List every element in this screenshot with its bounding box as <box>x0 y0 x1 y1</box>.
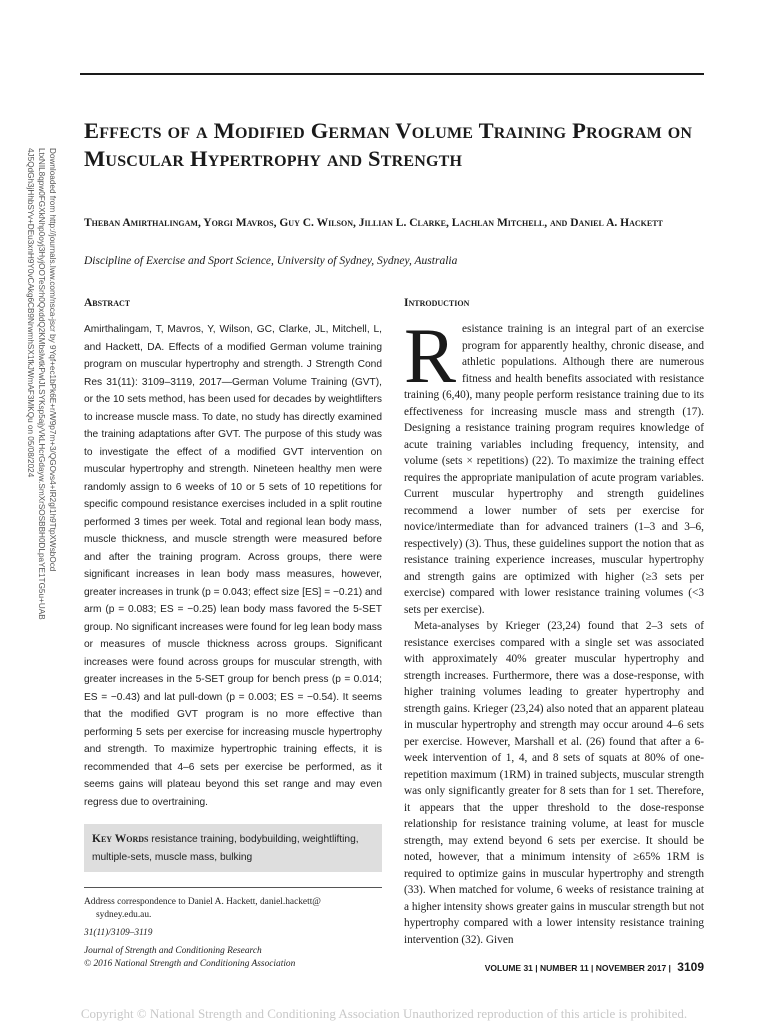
article-title: Effects of a Modified German Volume Training Program on Muscular Hypertrophy and Strength <box>84 118 693 171</box>
introduction-heading: Introduction <box>404 297 470 309</box>
footer-date: NOVEMBER 2017 <box>595 963 667 973</box>
watermark-line: Downloaded from http://journals.lww.com/nsca-jscr by 9Yqf+ec1bPk6E+r/W9p7m+3/QGOvs4+IR2gI1h9TtpXWsbOcd <box>48 148 57 572</box>
keywords-label: Key Words <box>92 833 149 845</box>
author-list: Theban Amirthalingam, Yorgi Mavros, Guy C. Wilson, Jillian L. Clarke, Lachlan Mitchell, and Daniel A. Hackett <box>84 217 663 229</box>
journal-copyright: Journal of Strength and Conditioning Research © 2016 National Strength and Conditioning Association <box>84 946 296 969</box>
page-number: 3109 <box>677 960 704 974</box>
footer-volume: VOLUME 31 <box>484 963 533 973</box>
watermark-line: LtxNIL8qpw0FGXkNhp0oyj3HyjOOTeSrh0QxddQ2KMbslwtkPwlJLSYKsp5ajyVkLHcrGdayw.SmXrSOSBBH0DLpaYE1TG5u+UAB <box>37 148 46 620</box>
watermark-line: 4J5QdGh3jHhbSYv+DEu3xnH9Y0vCAkg6CB9NrwmhSX1fkJWmAF3MKQu on 05/08/2024 <box>26 148 35 478</box>
footer-number: NUMBER 11 <box>540 963 589 973</box>
abstract-heading: Abstract <box>84 297 131 309</box>
keywords-text: resistance training, bodybuilding, weightlifting, multiple-sets, muscle mass, bulking <box>92 834 359 863</box>
drop-cap: R <box>404 312 457 399</box>
copyright-banner: Copyright © National Strength and Conditioning Association Unauthorized reproduction of this article is prohibited. <box>80 1006 688 1021</box>
intro-paragraph: Resistance training is an integral part of an exercise program for apparently healthy, chronic disease, and athletic populations. Although there are numerous fitness and health benefits associated with resistance training (6,40), many people perform resistance training due to its effectiveness for increasing muscle mass and strength (17). Designing a resistance training program requires knowledge of acute training variables including frequency, intensity, and volume (sets × repetitions) (22). To maximize the training effect requires the appropriate manipulation of acute program variables. Current muscular hypertrophy and strength guidelines recommend a lower number of sets per exercise for novice/intermediate than for advanced trainers (1–3 and 3–6, respectively) (3). Thus, these guidelines support the notion that as resistance training experience increases, muscular hypertrophy and strength gains are optimized with higher (≥3 sets per exercise) compared with lower resistance training volumes (<3 sets per exercise). <box>404 312 704 616</box>
page-footer: VOLUME 31 | NUMBER 11 | NOVEMBER 2017 | 3109 <box>484 960 704 974</box>
abstract-column <box>84 297 382 976</box>
issue-citation: 31(11)/3109–3119 <box>84 928 153 938</box>
affiliation: Discipline of Exercise and Sport Science, University of Sydney, Sydney, Australia <box>84 255 458 267</box>
correspondence-note: Address correspondence to Daniel A. Hackett, daniel.hackett@ sydney.edu.au. <box>84 897 321 920</box>
keywords-box <box>84 824 382 872</box>
download-watermark <box>0 148 75 620</box>
top-rule <box>80 73 704 75</box>
intro-paragraph: Meta-analyses by Krieger (23,24) found that 2–3 sets of resistance exercises compared with a single set was associated with approximately 40% greater muscular hypertrophy and strength increases. Furthermore, there was a dose-response, with higher training volumes leading to greater hypertrophy and strength gains. Krieger (23,24) also noted that an apparent plateau in muscular hypertrophy and strength may occur around 4–6 sets per exercise. However, Marshall et al. (26) found that after a 6-week intervention of 1, 4, and 8 sets of squats at 80% of one-repetition maximum (1RM) in trained subjects, muscular strength was only significantly greater for 8 sets than for 1 set. Therefore, it appears that the upper threshold to the dose-response relationship for resistance training volume, at least for muscle strength, may extend beyond 6 sets per exercise. It should be noted, however, that a minimum intensity of ≥65% 1RM is required to optimize gains in muscular hypertrophy and strength (33). When matched for volume, 6 weeks of resistance training at a higher intensity shows greater gains in muscular strength but not hypertrophy compared with a lower intensity resistance training intervention (32). Given <box>404 620 704 946</box>
footnotes <box>84 887 382 971</box>
abstract-text: Amirthalingam, T, Mavros, Y, Wilson, GC, Clarke, JL, Mitchell, L, and Hackett, DA. Effects of a modified German volume training program on muscular hypertrophy and strength. J Strength Cond Res 31(11): 3109–3119, 2017—German Volume Training (GVT), or the 10 sets method, has been used for decades by weightlifters to increase muscle mass. To date, no study has directly examined the training adaptations after GVT. The purpose of this study was to investigate the effect of a modified GVT intervention on muscular hypertrophy and strength. Nineteen healthy men were randomly assign to 6 weeks of 10 or 5 sets of 10 repetitions for specific compound resistance exercises included in a split routine performed 3 times per week. Total and regional lean body mass, muscle thickness, and muscle strength were measured before and after the training program. Across groups, there were significant increases in lean body mass measures, however, greater increases in trunk (p = 0.043; effect size [ES] = −0.21) and arm (p = 0.083; ES = −0.25) lean body mass favored the 5-SET group. No significant increases were found for leg lean body mass or measures of muscle thickness across groups. Significant increases were found across groups for muscular strength, with greater increases in the 5-SET group for bench press (p = 0.014; ES = −0.43) and lat pull-down (p = 0.003; ES = −0.54). It seems that the modified GVT program is no more effective than performing 5 sets per exercise for increasing muscle hypertrophy and strength. To maximize hypertrophic training effects, it is recommended that 4–6 sets per exercise be performed, as it seems gains will plateau beyond this set range and may even regress due to overtraining. <box>84 324 382 808</box>
introduction-column <box>404 297 704 948</box>
